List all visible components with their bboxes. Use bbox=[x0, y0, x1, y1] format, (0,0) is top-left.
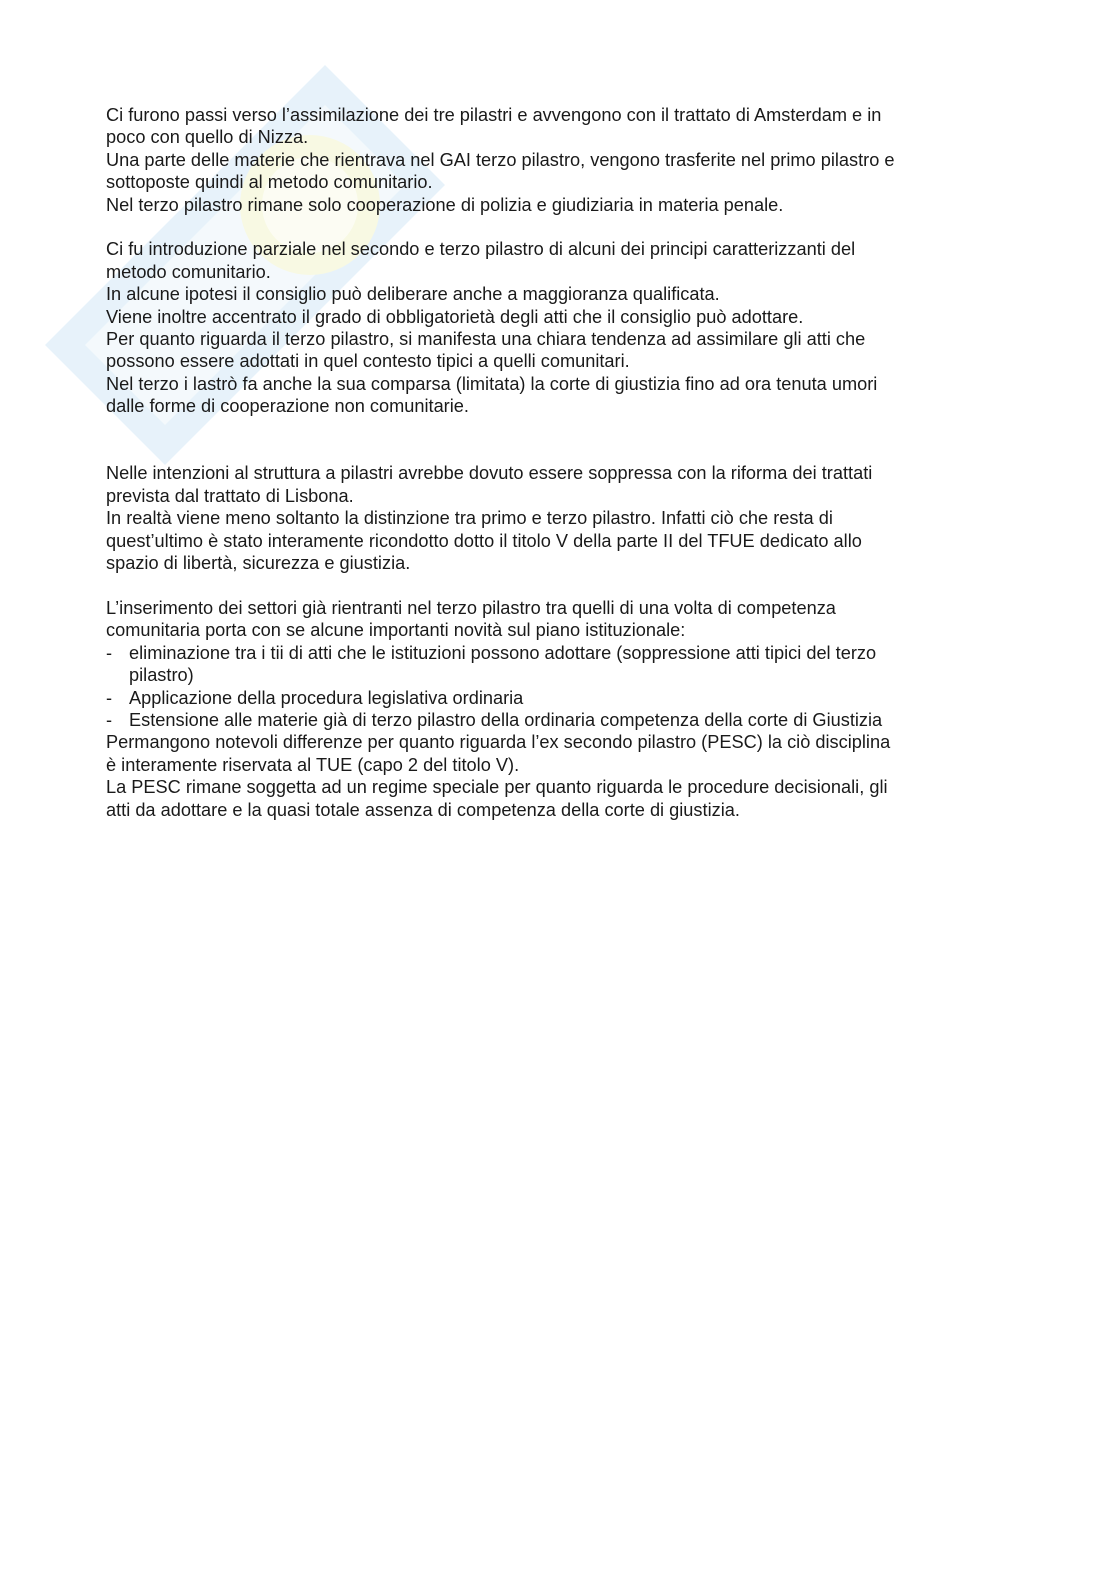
text-line: Viene inoltre accentrato il grado di obbligatorietà degli atti che il consiglio può adottare. bbox=[106, 306, 804, 327]
dash-bullet-icon: - bbox=[106, 687, 113, 708]
paragraph-lisbon bbox=[106, 462, 1016, 574]
text-line: poco con quello di Nizza. bbox=[106, 127, 309, 148]
text-line: dalle forme di cooperazione non comunitarie. bbox=[106, 396, 469, 417]
document-body bbox=[106, 104, 1016, 821]
novelties-list bbox=[106, 642, 1016, 732]
paragraph-institutional-novelties bbox=[106, 597, 1016, 642]
list-item bbox=[106, 642, 1016, 687]
text-line: Ci fu introduzione parziale nel secondo e terzo pilastro di alcuni dei principi caratterizzanti del bbox=[106, 239, 856, 260]
text-line: prevista dal trattato di Lisbona. bbox=[106, 485, 354, 506]
text-line: La PESC rimane soggetta ad un regime speciale per quanto riguarda le procedure decisionali, gli bbox=[106, 777, 888, 798]
list-item bbox=[106, 709, 1016, 731]
text-line: L’inserimento dei settori già rientranti nel terzo pilastro tra quelli di una volta di competenza bbox=[106, 597, 836, 618]
text-line: Applicazione della procedura legislativa ordinaria bbox=[129, 687, 524, 708]
text-line: sottoposte quindi al metodo comunitario. bbox=[106, 172, 433, 193]
text-line: Nel terzo i lastrò fa anche la sua comparsa (limitata) la corte di giustizia fino ad ora tenuta umori bbox=[106, 373, 878, 394]
paragraph-partial-introduction bbox=[106, 238, 1016, 417]
dash-bullet-icon: - bbox=[106, 642, 113, 663]
dash-bullet-icon: - bbox=[106, 709, 113, 730]
text-line: atti da adottare e la quasi totale assenza di competenza della corte di giustizia. bbox=[106, 799, 740, 820]
text-line: possono essere adottati in quel contesto tipici a quelli comunitari. bbox=[106, 351, 630, 372]
paragraph-pesc bbox=[106, 731, 1016, 821]
text-line: Permangono notevoli differenze per quanto riguarda l’ex secondo pilastro (PESC) la ciò disciplina bbox=[106, 732, 891, 753]
text-line: metodo comunitario. bbox=[106, 261, 271, 282]
text-line: Ci furono passi verso l’assimilazione dei tre pilastri e avvengono con il trattato di Amsterdam e in bbox=[106, 105, 882, 125]
text-line: quest’ultimo è stato interamente ricondotto dotto il titolo V della parte II del TFUE dedicato allo bbox=[106, 530, 862, 551]
text-line: pilastro) bbox=[129, 665, 194, 686]
text-line: Estensione alle materie già di terzo pilastro della ordinaria competenza della corte di Giustizia bbox=[129, 709, 883, 730]
paragraph-assimilation bbox=[106, 104, 1016, 216]
text-line: comunitaria porta con se alcune importanti novità sul piano istituzionale: bbox=[106, 620, 686, 641]
text-line: spazio di libertà, sicurezza e giustizia. bbox=[106, 553, 411, 574]
text-line: Per quanto riguarda il terzo pilastro, si manifesta una chiara tendenza ad assimilare gli atti che bbox=[106, 329, 866, 350]
text-line: Una parte delle materie che rientrava nel GAI terzo pilastro, vengono trasferite nel primo pilastro e bbox=[106, 149, 895, 170]
list-item bbox=[106, 687, 1016, 709]
text-line: In realtà viene meno soltanto la distinzione tra primo e terzo pilastro. Infatti ciò che resta di bbox=[106, 508, 833, 529]
text-line: eliminazione tra i tii di atti che le istituzioni possono adottare (soppressione atti tipici del terzo bbox=[129, 642, 877, 663]
text-line: Nelle intenzioni al struttura a pilastri avrebbe dovuto essere soppressa con la riforma dei trattati bbox=[106, 463, 873, 484]
text-line: In alcune ipotesi il consiglio può deliberare anche a maggioranza qualificata. bbox=[106, 284, 720, 305]
text-line: Nel terzo pilastro rimane solo cooperazione di polizia e giudiziaria in materia penale. bbox=[106, 194, 784, 215]
text-line: è interamente riservata al TUE (capo 2 del titolo V). bbox=[106, 754, 520, 775]
